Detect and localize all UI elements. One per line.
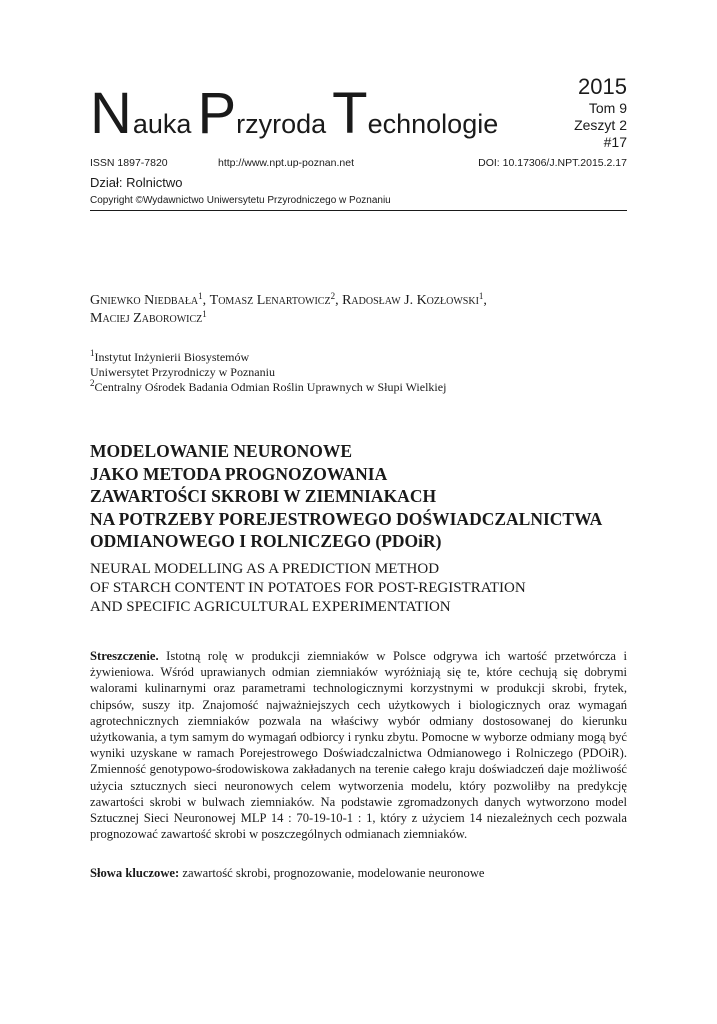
affiliation-line: $^2$Centralny Ośrodek Badania Odmian Roślin Uprawnych w Słupi Wielkiej <box>90 378 447 394</box>
logo-rest-rzyroda: rzyroda <box>236 109 327 139</box>
issn: ISSN 1897-7820 <box>90 157 168 169</box>
affiliation-line: Uniwersytet Przyrodniczy w Poznaniu <box>90 365 275 379</box>
author: Radosław J. Kozłowski$^1$, <box>342 291 487 308</box>
volume-info <box>574 74 627 151</box>
affiliation-line: $^1$Instytut Inżynierii Biosystemów <box>90 348 250 364</box>
title-english <box>90 560 650 617</box>
journal-number: #17 <box>603 134 627 150</box>
author: Tomasz Lenartowicz$^2$, <box>209 291 343 308</box>
title-line: NA POTRZEBY POREJESTROWEGO DOŚWIADCZALNICTWA <box>90 508 603 529</box>
title-line: AND SPECIFIC AGRICULTURAL EXPERIMENTATION <box>90 599 451 615</box>
abstract <box>90 648 627 842</box>
author: Maciej Zaborowicz$^1$ <box>90 309 207 326</box>
section-label: Dział: Rolnictwo <box>90 175 183 190</box>
journal-logo <box>90 81 500 146</box>
meta-row <box>90 157 627 173</box>
logo-initial-t: T <box>332 81 368 146</box>
keywords-text: zawartość skrobi, prognozowanie, modelowanie neuronowe <box>182 866 485 880</box>
header-divider <box>90 210 627 211</box>
title-line: NEURAL MODELLING AS A PREDICTION METHOD <box>90 561 440 577</box>
logo-rest-auka: auka <box>132 109 192 139</box>
title-line: ZAWARTOŚCI SKROBI W ZIEMNIAKACH <box>90 486 437 506</box>
logo-rest-echnologie: echnologie <box>367 109 499 139</box>
title-line: OF STARCH CONTENT IN POTATOES FOR POST-REGISTRATION <box>90 580 526 596</box>
keywords-label: Słowa kluczowe: <box>90 866 180 880</box>
keywords <box>90 865 627 881</box>
title-line: ODMIANOWEGO I ROLNICZEGO (PDOiR) <box>90 531 442 551</box>
doi: DOI: 10.17306/J.NPT.2015.2.17 <box>478 157 627 169</box>
title-line: JAKO METODA PROGNOZOWANIA <box>90 463 388 484</box>
copyright: Copyright ©Wydawnictwo Uniwersytetu Przyrodniczego w Poznaniu <box>90 195 391 206</box>
logo-initial-p: P <box>197 81 237 146</box>
abstract-text: Istotną rolę w produkcji ziemniaków w Polsce odgrywa ich wartość przetwórcza i żywieniowa. Wśród uprawianych odmian ziemniaków wyróżniają się te, które cechują się dobrymi walorami kulinarnymi oraz parametrami technologicznymi korzystnymi w produkcji skrobi, frytek, chipsów, suszy itp. Znajomość najważniejszych cech użytkowych i biologicznych oraz wymagań agrotechnicznych ziemniaków pozwala na właściwy wybór odmiany dostosowanej do kierunku użytkowania, a tym samym do wymagań odbiorcy i rynku zbytu. Pomocne w wyborze odmiany mogą być wyniki uzyskane w ramach Porejestrowego Doświadczalnictwa Odmianowego i Rolniczego (PDOiR). Zmienność genotypowo-środowiskowa zakładanych na terenie całego kraju doświadczeń daje możliwość użycia sztucznych sieci neuronowych celem wytworzenia modelu, który pozwoliłby na predykcję zawartości skrobi w bulwach ziemniaków. Na podstawie zgromadzonych danych wytworzono model Sztucznej Sieci Neuronowej MLP 14 : 70-19-10-1 : 1, który z użyciem 14 niezależnych cech pozwala prognozować zawartość skrobi w poszczególnych odmianach ziemniaków. <box>90 649 627 842</box>
title-line: MODELOWANIE NEURONOWE <box>90 441 353 461</box>
logo-initial-n: N <box>90 81 132 146</box>
affiliations <box>90 350 630 395</box>
journal-volume: Tom 9 <box>588 100 627 116</box>
journal-url-link[interactable]: http://www.npt.up-poznan.net <box>218 157 355 169</box>
title-polish <box>90 440 650 553</box>
abstract-label: Streszczenie. <box>90 649 159 663</box>
author-list <box>90 292 630 328</box>
journal-issue: Zeszyt 2 <box>574 117 627 133</box>
journal-year: 2015 <box>578 74 627 99</box>
author: Gniewko Niedbała$^1$, <box>90 291 210 308</box>
